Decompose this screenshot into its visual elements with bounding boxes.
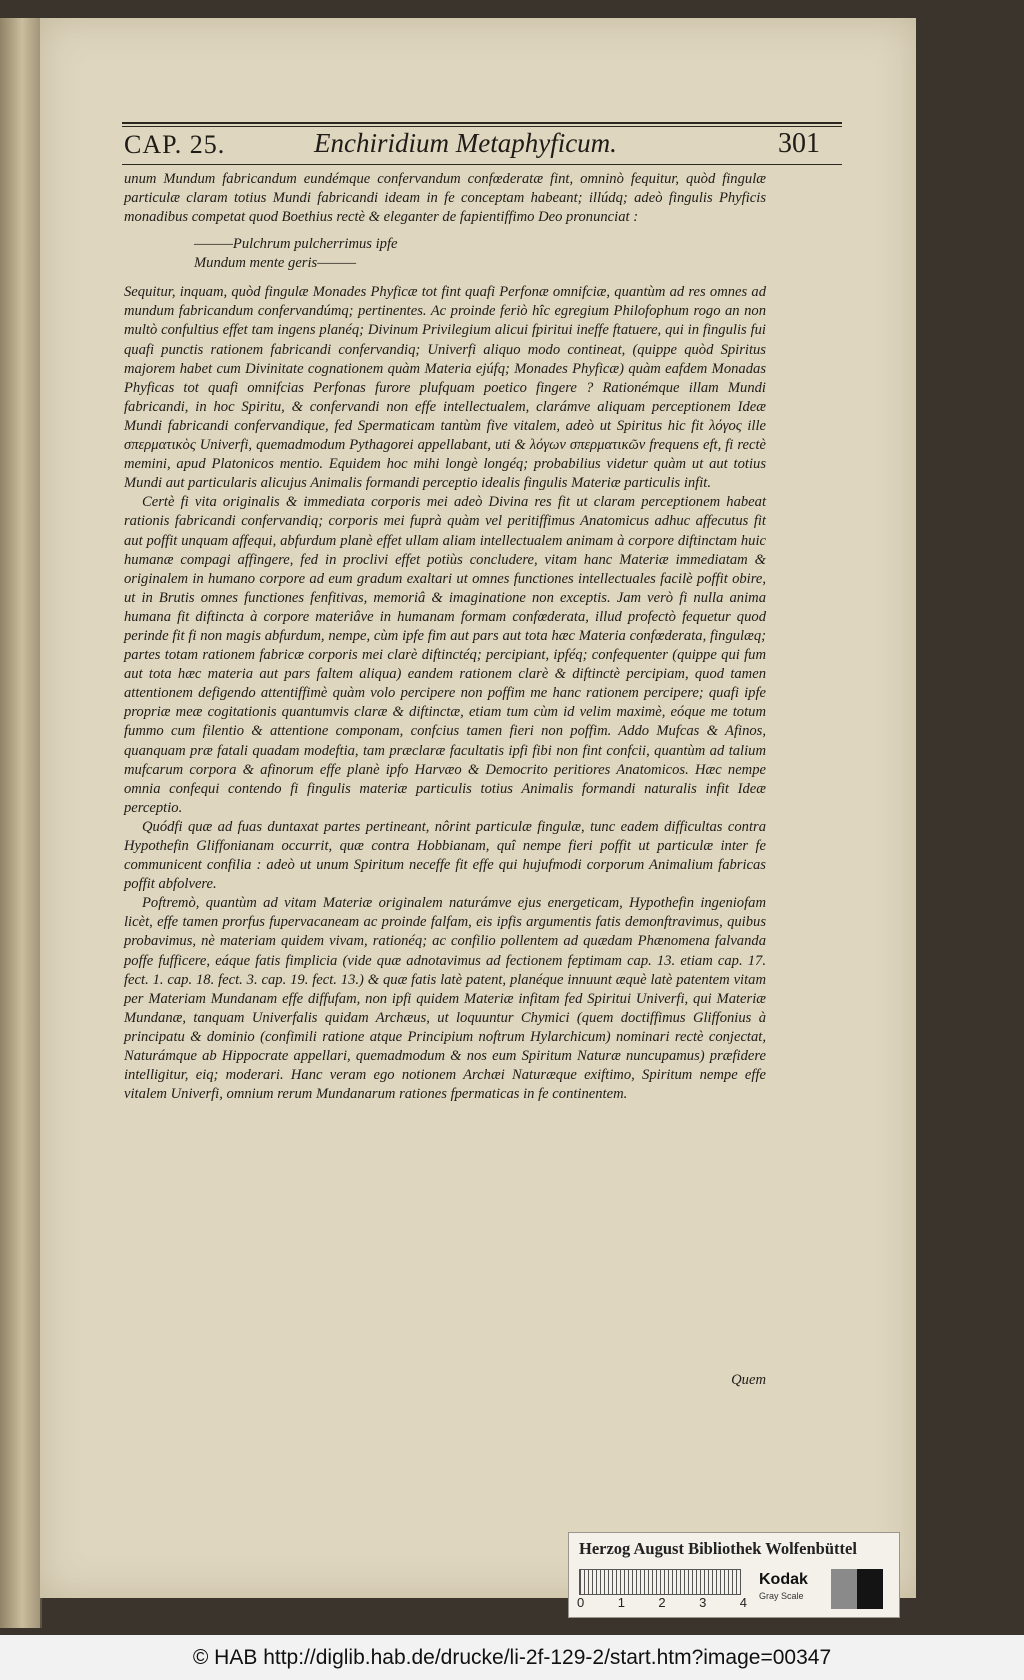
book-page — [40, 18, 916, 1598]
verse-quotation — [194, 235, 766, 273]
paragraph: Sequitur, inquam, quòd fingulæ Monades Phyficæ tot fint quafi Perfonæ omnifciæ, quantùm ad res omnes ad mundum fabricandum confervandúmq; pertinentes. Ac proinde feriò hîc egregium Philofophum rogo an non multò confultius effet tam ingens planéq; Divinum Privilegium alicui fpiritui ineffe ftatuere, qui in fingulis fui quafi punctis rationem fabricandi confervandiq; Univerfi aliquo modo contineat, (quippe quòd Spiritus majorem habet cum Divinitate cognationem quàm Materia ejúfq; Monades Phyficæ) quàm eafdem Monadas Phyficas tot quafi omnifcias Perfonas furore plufquam poetico fingere ? Rationémque illam Mundi fabricandi, in hoc Spiritu, & confervandi non effe intellectualem, clarámve aliquam perceptionem Ideæ Mundi fabricandi confervandique, fed Spermaticam tantùm five vitalem, adeò ut Spiritus hic fit λόγος ille σπερματικὸς Univerfi, quemadmodum Pythagorei appellabant, uti & λόγων σπερματικῶν frequens eft, fi rectè memini, apud Platonicos mentio. Equidem hoc mihi longè longéq; probabilius videtur quàm ut aut totius Mundi aut particularis alicujus Animalis formandi perceptio idealis fingulis Materiæ particulis infit. — [124, 284, 766, 492]
running-title: Enchiridium Metaphyficum. — [314, 128, 617, 158]
header-rule-top — [122, 122, 842, 124]
ruler-number: 0 — [577, 1595, 585, 1610]
black-swatch — [857, 1569, 883, 1609]
verse-line: ———Pulchrum pulcherrimus ipfe — [194, 236, 398, 253]
verse-line: Mundum mente geris——— — [194, 255, 357, 272]
footer-credit-bar — [0, 1635, 1024, 1680]
body-text — [124, 170, 766, 1104]
footer-credit-link[interactable]: © HAB http://diglib.hab.de/drucke/li-2f-129-2/start.htm?image=00347 — [192, 1645, 832, 1669]
ruler-number: 1 — [617, 1595, 625, 1610]
running-header — [124, 126, 840, 164]
catchword: Quem — [731, 1372, 766, 1388]
ruler-number: 3 — [699, 1595, 707, 1610]
ruler-numbers — [577, 1595, 747, 1610]
paragraph: Quódfi quæ ad fuas duntaxat partes pertineant, nôrint particulæ fingulæ, tunc eadem difficultas contra Hypothefin Gliffonianam occurrit, quæ contra Hobbianam, quî nempe fieri poffit ut particulæ inter fe communicent confilia : adeò ut unum Spiritum neceffe fit effe qui hujufmodi corporum Animalium fabricas poffit abfolvere. — [124, 818, 766, 893]
paragraph: unum Mundum fabricandum eundémque confervandum confœderatæ fint, omninò fequitur, quòd fingulæ particulæ claram totius Mundi fabricandi ideam in fe conceptam habeant; illúdq; adeò fingulis Phyficis monadibus competat quod Boethius rectè & eleganter de fapientiffimo Deo pronunciat : — [124, 171, 766, 226]
scale-ruler — [579, 1569, 741, 1595]
gray-swatch — [831, 1569, 857, 1609]
gray-scale-label: Gray Scale — [759, 1591, 804, 1601]
chapter-label: CAP. 25. — [124, 130, 226, 159]
ruler-number: 4 — [739, 1595, 747, 1610]
left-page-edge — [0, 18, 42, 1628]
kodak-logo: Kodak — [759, 1571, 808, 1588]
paragraph: Poftremò, quantùm ad vitam Materiæ originalem naturámve ejus energeticam, Hypothefin ingeniofam licèt, effe tamen prorfus fupervacaneam ac proinde falfam, eis ipfis argumentis fatis demonftravimus, quibus probavimus, nè materiam quidem vivam, rationéq; ac confilio pollentem ad quædam Phænomena falvanda poffe fufficere, eáque fatis fimplicia (vide quæ adnotavimus ad fectionem feptimam cap. 13. etiam cap. 17. fect. 1. cap. 18. fect. 3. cap. 19. fect. 13.) & quæ fatis latè patent, planéque innuunt æquè latè patentem vitam per Materiam Mundanam effe diffufam, non ipfi quidem Materiæ infitam fed Spiritui Univerfi, qui Materiæ Mundanæ, tanquam Univerfalis quidam Archæus, ut loquuntur Chymici (quem doctiffimus Gliffonius à principatu & dominio (confimili ratione atque Principium noftrum Hylarchicum) nominari rectè conjectat, Naturámque ab Hippocrate appellari, quemadmodum & nos eum Spiritum Naturæ nuncupamus) præfidere intelligitur, eiq; moderari. Hanc veram ego notionem Archæi Naturæque exiftimo, Spiritum nempe effe vitalem Univerfi, omnium rerum Mundanarum rationes fpermaticas in fe continentem. — [124, 895, 766, 1103]
page-number: 301 — [778, 128, 820, 159]
header-rule-bottom — [122, 164, 842, 165]
ruler-number: 2 — [658, 1595, 666, 1610]
paragraph: Certè fi vita originalis & immediata corporis mei adeò Divina res fit ut claram perceptionem habeat rationis fabricandi confervandiq; corporis mei fuprà quàm vel peritiffimus Anatomicus adhuc affecutus fit aut poffit unquam affequi, abfurdum planè effet ullam aliam intellectualem animam à corpore diftinctam huic humanæ compagi affingere, fed in proclivi effet potiùs concludere, vitam hanc Materiæ immediatam & originalem in humano corpore ad eum gradum exaltari ut omnes functiones intellectuales facilè poffit obire, ut in Brutis omnes functiones fenfitivas, memoriâ & imaginatione non exceptis. Jam verò fi nulla anima humana fit diftincta à corpore materiâve in humanam formam confœderata, illud profectò fequetur quod perinde fit fi non magis abfurdum, nempe, cùm ipfe fim aut pars aut tota hæc Materia confœderata, fingulæq; partes totam rationem fabricæ corporis mei clarè diftinctéq; percipiant, ipféq; confequenter (quippe qui fum aut tota hæc materia aut pars faltem aliqua) eandem rationem clarè & diftinctè percipiam, quod tamen attentionem defigendo attentiffimè quàm volo percipere non poffim me hanc rationem percipere; quafi ipfe propriæ meæ cogitationis quantumvis claræ & diftinctæ, etiam tum cùm id velim maximè, eóque me totum fummo cum filentio & attentione componam, confcius tamen fieri non poffim. Addo Mufcas & Afinos, quanquam præ fatali quadam modeftia, tam præclaræ facultatis ipfi fibi non fint confcii, quantùm ad talium mufcarum corpora & afinorum effe planè ipfo Harvæo & Democrito peritiores Anatomicos. Hæc nempe omnia confequi contendo fi fingulis materiæ particulis totius Animalis formandi naturalis infit Ideæ perceptio. — [124, 494, 766, 816]
library-color-card — [568, 1532, 900, 1618]
institution-name: Herzog August Bibliothek Wolfenbüttel — [579, 1539, 857, 1558]
